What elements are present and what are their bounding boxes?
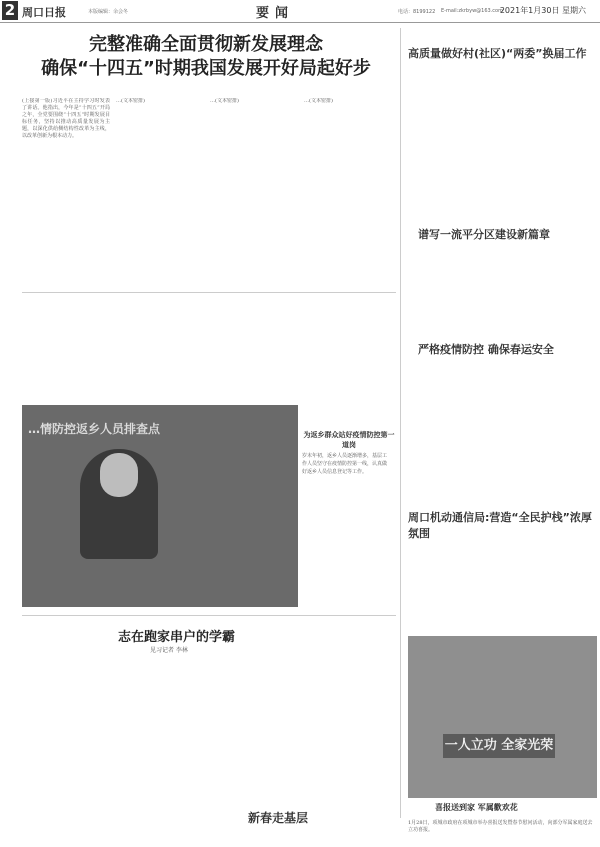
headline-village-election: 高质量做好村(社区)“两委”换届工作 <box>408 47 587 60</box>
headline-pingfen-district: 谱写一流平分区建设新篇章 <box>418 228 550 241</box>
feature-byline: 见习记者 李林 <box>150 647 188 654</box>
lead-body-col2: …(文本密排) <box>116 98 145 104</box>
lead-title-line2: 确保“十四五”时期我国发展开好局起好步 <box>41 58 371 79</box>
phone-label: 电话：8199122 <box>398 9 436 15</box>
photo2-caption: 喜报送到家 军属歡欢花 <box>435 803 518 812</box>
email-label: E-mail:zkrbyw@163.com <box>441 8 503 14</box>
photo-face <box>100 453 138 497</box>
editor-label: 本版编辑：余会冬 <box>88 9 129 15</box>
lead-body-col1: (上接第一版)习近平在主持学习时发表了讲话。他指出，今年是“十四五”开局之年，全党要围绕“十四五”时期发展目标任务，坚持以推动高质量发展为主题，以深化供给侧结构性改革为主线，以改革创新为根本动力。 <box>22 98 110 139</box>
lead-title-line1: 完整准确全面贯彻新发展理念 <box>89 34 323 55</box>
military-family-photo <box>408 636 597 798</box>
paper-name: 周口日报 <box>22 6 66 19</box>
right-divider <box>400 28 401 818</box>
photo-caption-text: 岁末年初，返乡人员逐渐增多，基层工作人员坚守在疫情防控第一线，认真做好返乡人员信息登记等工作。 <box>302 453 388 475</box>
bottom-separator <box>22 615 396 616</box>
feature-title: 志在跑家串户的学霸 <box>118 630 236 645</box>
headline-mobile-telecom: 周口机动通信局:营造“全民护栈”浓厚氛围 <box>408 511 592 540</box>
masthead <box>0 0 600 23</box>
lead-separator <box>22 292 396 293</box>
photo2-banner: 一人立功 全家光荣 <box>443 734 555 758</box>
issue-date: 2021年1月30日 星期六 <box>499 6 586 15</box>
checkpoint-photo <box>22 405 298 607</box>
headline-epidemic-control: 严格疫情防控 确保春运安全 <box>418 343 554 356</box>
photo-caption-title: 为返乡群众站好疫情防控第一道岗 <box>303 431 395 449</box>
page-number: 2 <box>2 1 18 20</box>
feature-tag: 新春走基层 <box>248 811 309 825</box>
section-title: 要闻 <box>256 6 295 21</box>
photo2-footer-text: 1月28日，项城市政府在项城市举办喜报送发暨春节慰问活动，向部分军属家庭送去立功喜报。 <box>408 820 593 833</box>
lead-body-col3: …(文本密排) <box>210 98 239 104</box>
lead-body-col4: …(文本密排) <box>304 98 333 104</box>
photo-sign-text: …情防控返乡人员排查点 <box>28 422 161 436</box>
